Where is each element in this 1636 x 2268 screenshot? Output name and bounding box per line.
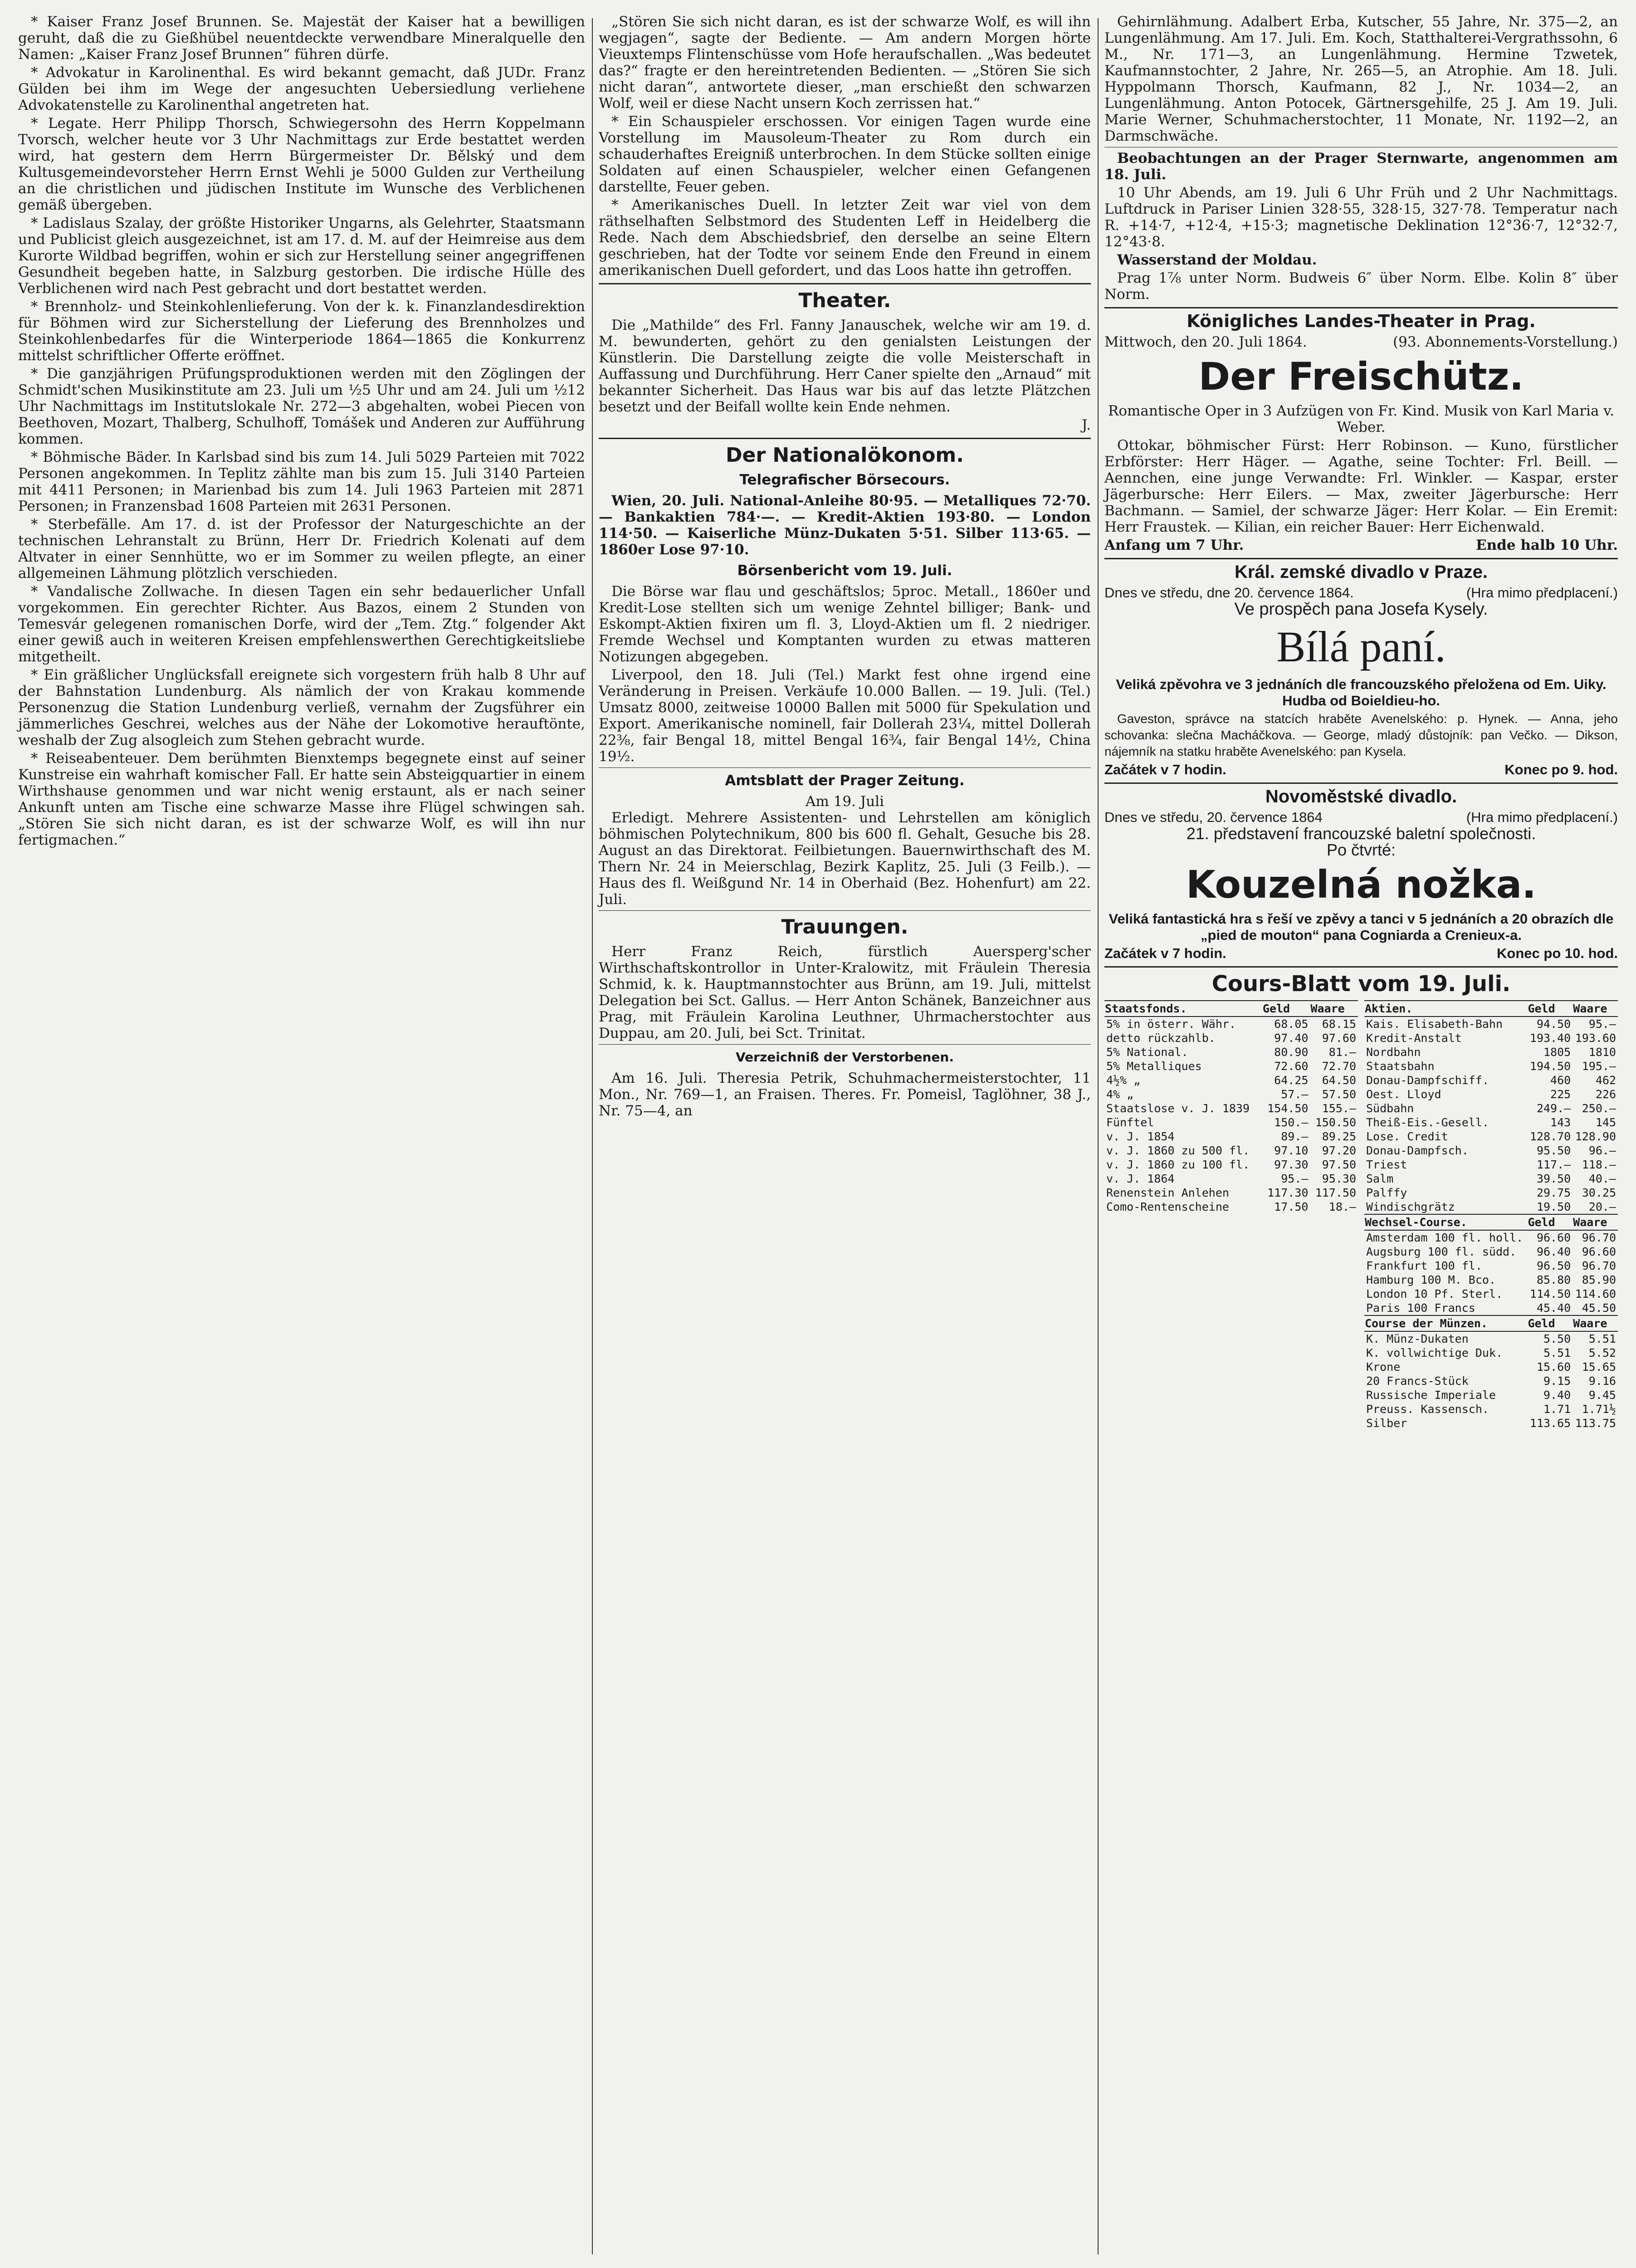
- theater2-date: Dnes ve středu, dne 20. července 1864.: [1104, 585, 1354, 601]
- section-rule: [1104, 307, 1618, 308]
- kurs-right: [1364, 1000, 1618, 1430]
- kurs-row: [1364, 1388, 1618, 1402]
- kurs-value: 97.40: [1274, 1031, 1309, 1045]
- kurs-value: 29.75: [1536, 1186, 1571, 1199]
- news-item: * Advokatur in Karolinenthal. Es wird bekannt gemacht, daß JUDr. Franz Gülden bei ihm im Wege der angesuchten Uebersiedlung verliehene Advokatenstelle zu Karolinenthal angetreten hat.: [18, 64, 585, 113]
- kurs-value: 96.70: [1582, 1231, 1616, 1244]
- section-rule: [1104, 782, 1618, 784]
- news-item: * Kaiser Franz Josef Brunnen. Se. Majestät der Kaiser hat a bewilligen geruht, daß die zu Gießhübel neuentdeckte verwendbare Mineralquelle den Namen: „Kaiser Franz Josef Brunnen“ führen dürfe.: [18, 14, 585, 63]
- news-item: „Stören Sie sich nicht daran, es ist der schwarze Wolf, es will ihn wegjagen“, sagte der Bediente. — Am andern Morgen hörte Vieuxtemps Flintenschüsse vom Hofe heraufschallen. „Was bedeutet das?“ fragte er den hereintretenden Bedienten. — „Stören Sie sich nicht daran“, antwortete dieser, „man erschießt den schwarzen Wolf, weil er diese Nacht unsern Koch zerrissen hat.“: [599, 14, 1091, 112]
- kurs-value: 96.—: [1588, 1144, 1616, 1157]
- kurs-row: [1364, 1101, 1618, 1115]
- theater2-benefit: Ve prospěch pana Josefa Kysely.: [1234, 600, 1488, 619]
- news-item: * Ladislaus Szalay, der größte Historiker Ungarns, als Gelehrter, Staatsmann und Publicist gleich ausgezeichnet, ist am 17. d. M. auf der Heimreise aus dem Kurorte Wildbad begriffen, wohin er sich zur Herstellung seiner angegriffenen Gesundheit begeben hatte, in Salzburg gestorben. Die irdische Hülle des Verblichenen wird nach Pest gebracht und dort bestattet werden.: [18, 215, 585, 297]
- kurs-row: [1364, 1331, 1618, 1346]
- theater2-start: Začátek v 7 hodin.: [1104, 762, 1226, 777]
- news-item: * Amerikanisches Duell. In letzter Zeit war viel von dem räthselhaften Selbstmord des Studenten Leff in Heidelberg die Rede. Nach dem Abschiedsbrief, den derselbe an seine Eltern geschrieben, hat der Todte vor seinem Ende den Freund in einem amerikanischen Duell gefordert, und das Loos hatte ihn getroffen.: [599, 197, 1091, 279]
- news-item: * Ein Schauspieler erschossen. Vor einigen Tagen wurde eine Vorstellung im Mausoleum-Theater zu Rom durch ein schauderhaftes Ereigniß unterbrochen. In dem Stücke sollten einige Soldaten auf einen Schauspieler, welcher einen Gefangenen darstellte, Feuer geben.: [599, 113, 1091, 195]
- kurs-table-right: [1364, 1000, 1618, 1430]
- theater3-date: Dnes ve středu, 20. července 1864: [1104, 809, 1323, 825]
- kurs-value: 89.25: [1322, 1130, 1356, 1143]
- kurs-table: [1104, 1000, 1618, 1430]
- trauung-text: Herr Franz Reich, fürstlich Auersperg'scher Wirthschaftskontrollor in Unter-Kralowitz, mit Fräulein Theresia Schmid, k. k. Hauptmannstochter aus Brünn, am 19. Juli, mittelst Delegation bei Sct. Gallus. — Herr Anton Schänek, Banzeichner aus Prag, mit Fräulein Karolina Leuthner, Uhrmacherstochter aus Duppau, am 20. Juli, bei Sct. Trinitat.: [599, 943, 1091, 1041]
- kurs-row: [1364, 1374, 1618, 1388]
- kurs-row: [1364, 1259, 1618, 1273]
- kurs-label: London 10 Pf. Sterl.: [1366, 1287, 1503, 1300]
- kurs-value: 155.—: [1322, 1102, 1356, 1115]
- boerse-text: Die Börse war flau und geschäftslos; 5proc. Metall., 1860er und Kredit-Lose stellten sich um wenige Zehntel billiger; Bank- und Eskompt-Aktien fixiren um fl. 3, Lloyd-Aktien um fl. 2 niedriger. Fremde Wechsel und Komptanten wurden zu etwas matteren Notizungen abgegeben.: [599, 583, 1091, 665]
- kurs-head-left: [1104, 1001, 1358, 1017]
- kurs-value: 97.20: [1322, 1144, 1356, 1157]
- kurs-label: 20 Francs-Stück: [1366, 1374, 1469, 1388]
- theater2-cast: Gaveston, správce na statcích hraběte Avenelského: p. Hynek. — Anna, jeho schovanka: slečna Macháčkova. — George, mladý důstojník: pan Večko. — Dikson, nájemník na statku hraběte Avenelského: pan Kysela.: [1104, 712, 1618, 758]
- kurs-row: [1364, 1129, 1618, 1144]
- news-item: * Legate. Herr Philipp Thorsch, Schwiegersohn des Herrn Koppelmann Tvorsch, welcher heute vor 3 Uhr Nachmittags zur Erde bestattet werden wird, hat gestern dem Herrn Bürgermeister Dr. Bělský und dem Kultusgemeindevorsteher Herrn Ernst Wehli je 5000 Gulden zur Vertheilung an die christlichen und jüdischen Institute im Wunsche des Verblichenen gemäß übergeben.: [18, 115, 585, 213]
- section-rule: [599, 283, 1091, 284]
- kurs-row: [1104, 1172, 1358, 1186]
- kurs-row: [1364, 1073, 1618, 1087]
- kurs-value: 150.—: [1274, 1116, 1309, 1129]
- kurs-row: [1364, 1144, 1618, 1158]
- kurs-row: [1364, 1172, 1618, 1186]
- kurs-value: 80.90: [1274, 1046, 1309, 1059]
- deaths-text: Am 16. Juli. Theresia Petrik, Schuhmachermeisterstochter, 11 Mon., Nr. 769—1, an Fraisen. Theres. Fr. Pomeisl, Taglöhner, 38 J., Nr. 75—4, an: [599, 1070, 1091, 1119]
- kurs-value: 193.60: [1575, 1031, 1616, 1045]
- kurs-row: [1364, 1017, 1618, 1031]
- kurs-value: 68.15: [1322, 1017, 1356, 1031]
- kurs-label: 5% National.: [1106, 1046, 1188, 1059]
- theater3-times: [1104, 945, 1618, 962]
- kurs-value: 1.71½: [1582, 1403, 1616, 1416]
- kurs-value: 95.30: [1322, 1172, 1356, 1185]
- kurs-value: 39.50: [1536, 1172, 1571, 1185]
- kurs-label: Palffy: [1366, 1186, 1407, 1199]
- theater3-name: Novoměstské divadlo.: [1265, 787, 1457, 807]
- section-rule: [599, 910, 1091, 911]
- kurs-row: [1364, 1273, 1618, 1287]
- kurs-row: [1364, 1059, 1618, 1073]
- kurs-value: 96.40: [1536, 1245, 1571, 1258]
- kurs-value: 1805: [1543, 1046, 1571, 1059]
- kurs-label: Salm: [1366, 1172, 1394, 1185]
- section-rule: [599, 1044, 1091, 1045]
- kurs-value: 96.70: [1582, 1259, 1616, 1272]
- observatory-text: 10 Uhr Abends, am 19. Juli 6 Uhr Früh und 2 Uhr Nachmittags. Luftdruck in Pariser Linien 328·55, 328·15, 327·78. Temperatur nach R. +14·7, +12·4, +15·3; magnetische Deklination 12°36·7, 12°32·7, 12°43·8.: [1104, 185, 1618, 250]
- kurs-label: Triest: [1366, 1158, 1407, 1171]
- kurs-label: Russische Imperiale: [1366, 1388, 1496, 1402]
- kurs-head-cell: Waare: [1310, 1001, 1358, 1017]
- kurs-row: [1364, 1416, 1618, 1430]
- kurs-row: [1364, 1031, 1618, 1045]
- theater2-subtitle: Veliká zpěvohra ve 3 jednáních dle francouzského přeložena od Em. Uiky. Hudba od Boieldieu-ho.: [1116, 676, 1607, 709]
- kurs-value: 15.65: [1582, 1360, 1616, 1374]
- news-item: * Reiseabenteuer. Dem berühmten Bienxtemps begegnete einst auf seiner Kunstreise ein wahrhaft komischer Fall. Er hatte sein Absteigquartier in einem Wirthshause genommen und war nicht wenig erstaunt, als er nach seiner Ankunft unten am Tische eine schwarze Masse ihre Flügel schwingen sah. „Stören Sie sich nicht daran, es ist der schwarze Wolf, es will ihn nur fertigmachen.“: [18, 750, 585, 848]
- kurs-value: 195.—: [1582, 1060, 1616, 1073]
- column-middle: [599, 14, 1091, 1121]
- theater1-times: [1104, 537, 1618, 553]
- kurs-label: Kais. Elisabeth-Bahn: [1366, 1017, 1503, 1031]
- kurs-wechsel-body: [1364, 1230, 1618, 1315]
- kurs-label: detto rückzahlb.: [1106, 1031, 1216, 1045]
- kurs-left-body: [1104, 1017, 1358, 1214]
- theater-heading: Theater.: [798, 289, 891, 312]
- kurs-row: [1364, 1346, 1618, 1360]
- kurs-value: 118.—: [1582, 1158, 1616, 1171]
- kurs-value: 81.—: [1328, 1046, 1356, 1059]
- water-text: Prag 1⅞ unter Norm. Budweis 6″ über Norm. Elbe. Kolin 8″ über Norm.: [1104, 270, 1618, 303]
- theater2-abo: (Hra mimo předplacení.): [1466, 585, 1618, 601]
- kurs-value: 97.10: [1274, 1144, 1309, 1157]
- kurs-value: 45.40: [1536, 1301, 1571, 1315]
- column-right: [1104, 14, 1618, 1430]
- kurs-label: Fünftel: [1106, 1116, 1154, 1129]
- kurs-label: v. J. 1860 zu 100 fl.: [1106, 1158, 1250, 1171]
- section-rule: [1104, 966, 1618, 968]
- kurs-head-cell: Waare: [1573, 1315, 1618, 1331]
- kurs-row: [1364, 1245, 1618, 1259]
- kurs-value: 128.70: [1529, 1130, 1571, 1143]
- kurs-title: Cours-Blatt vom 19. Juli.: [1211, 971, 1511, 997]
- kurs-label: Donau-Dampfsch.: [1366, 1144, 1469, 1157]
- kurs-label: Windischgrätz: [1366, 1200, 1455, 1213]
- kurs-value: 95.—: [1281, 1172, 1309, 1185]
- kurs-head-wechsel: [1364, 1214, 1618, 1230]
- kurs-row: [1104, 1186, 1358, 1200]
- theater3-sub2: Po čtvrté:: [1326, 841, 1396, 859]
- kurs-value: 113.75: [1575, 1417, 1616, 1430]
- kurs-value: 145: [1595, 1116, 1616, 1129]
- kurs-value: 250.—: [1582, 1102, 1616, 1115]
- kurs-value: 226: [1595, 1088, 1616, 1101]
- kurs-value: 18.—: [1328, 1200, 1356, 1213]
- kurs-value: 45.50: [1582, 1301, 1616, 1315]
- kurs-value: 128.90: [1575, 1130, 1616, 1143]
- kurs-value: 150.50: [1315, 1116, 1356, 1129]
- kurs-label: Frankfurt 100 fl.: [1366, 1259, 1482, 1272]
- kurs-row: [1104, 1059, 1358, 1073]
- kurs-row: [1364, 1045, 1618, 1059]
- kurs-head-cell: Course der Münzen.: [1364, 1315, 1527, 1331]
- amtsblatt-date: Am 19. Juli: [805, 793, 884, 810]
- kurs-head-cell: Waare: [1573, 1214, 1618, 1230]
- section-rule: [599, 767, 1091, 768]
- kurs-value: 95.—: [1588, 1017, 1616, 1031]
- kurs-value: 85.80: [1536, 1273, 1571, 1286]
- kurs-label: Nordbahn: [1366, 1046, 1421, 1059]
- kurs-label: Silber: [1366, 1417, 1407, 1430]
- kurs-label: v. J. 1854: [1106, 1130, 1175, 1143]
- kurs-head-cell: Geld: [1527, 1214, 1573, 1230]
- news-item: * Brennholz- und Steinkohlenlieferung. Von der k. k. Finanzlandesdirektion für Böhmen wird zur Sicherstellung der Lieferung des Brennholzes und Steinkohlenbedarfes für die Winterperiode 1864—1865 die Konkurrenz mittelst schriftlicher Offerte eröffnet.: [18, 298, 585, 364]
- economy-heading: Der Nationalökonom.: [726, 444, 964, 467]
- kurs-value: 85.90: [1582, 1273, 1616, 1286]
- water-heading: Wasserstand der Moldau.: [1117, 252, 1317, 268]
- theater-review: Die „Mathilde“ des Frl. Fanny Janauschek, welche wir am 19. d. M. bewunderten, gehört zu den genialsten Leistungen der Künstlerin. Die Darstellung zeigte die volle Meisterschaft in Auffassung und Durchführung. Herr Caner spielte den „Arnaud“ mit bekannter Sicherheit. Das Haus war bis auf das letzte Plätzchen besetzt und der Beifall wollte kein Ende nehmen.: [599, 317, 1091, 415]
- kurs-label: Theiß-Eis.-Gesell.: [1366, 1116, 1489, 1129]
- kurs-head-cell: Staatsfonds.: [1104, 1001, 1262, 1017]
- kurs-row: [1364, 1186, 1618, 1200]
- news-item: * Böhmische Bäder. In Karlsbad sind bis zum 14. Juli 5029 Parteien mit 7022 Personen angekommen. In Teplitz zählte man bis zum 15. Juli 3140 Parteien mit 4411 Personen; in Marienbad bis zum 14. Juli 1963 Parteien mit 2871 Personen; in Franzensbad 1608 Parteien mit 2631 Personen.: [18, 449, 585, 514]
- kurs-value: 20.—: [1588, 1200, 1616, 1213]
- kurs-value: 64.25: [1274, 1074, 1309, 1087]
- kurs-value: 68.05: [1274, 1017, 1309, 1031]
- kurs-right-body: [1364, 1017, 1618, 1214]
- kurs-value: 94.50: [1536, 1017, 1571, 1031]
- column-left: [18, 14, 585, 850]
- kurs-head-cell: Geld: [1262, 1001, 1310, 1017]
- kurs-row: [1364, 1115, 1618, 1129]
- kurs-value: 40.—: [1588, 1172, 1616, 1185]
- kurs-value: 114.60: [1575, 1287, 1616, 1300]
- trauung-heading: Trauungen.: [781, 915, 908, 938]
- theater3-sub1: 21. představení francouzské baletní společnosti.: [1186, 824, 1536, 843]
- theater3-play: Kouzelná nožka.: [1186, 862, 1537, 907]
- kurs-value: 96.60: [1536, 1231, 1571, 1244]
- kurs-row: [1104, 1031, 1358, 1045]
- theater3-desc: Veliká fantastická hra s řeší ve zpěvy a tanci v 5 jednáních a 20 obrazích dle „pied de mouton“ pana Cogniarda a Crenieux-a.: [1109, 911, 1614, 943]
- kurs-value: 193.40: [1529, 1031, 1571, 1045]
- theater2-end: Konec po 9. hod.: [1504, 762, 1618, 777]
- kurs-value: 114.50: [1529, 1287, 1571, 1300]
- kurs-label: 5% in österr. Währ.: [1106, 1017, 1236, 1031]
- kurs-value: 57.—: [1281, 1088, 1309, 1101]
- liverpool-text: Liverpool, den 18. Juli (Tel.) Markt fest ohne irgend eine Veränderung in Preisen. Verkäufe 10.000 Ballen. — 19. Juli. (Tel.) Umsatz 8000, zeitweise 10000 Ballen mit 5000 für Spekulation und Export. Amerikanische nominell, fair Dollerah 23¼, mittel Dollerah 22⅜, fair Bengal 18, mittel Bengal 16¾, fair Bengal 14½, China 19½.: [599, 667, 1091, 765]
- kurs-label: Krone: [1366, 1360, 1401, 1374]
- kurs-value: 5.52: [1588, 1346, 1616, 1359]
- theater2-play: Bílá paní.: [1276, 622, 1446, 671]
- theater1-start: Anfang um 7 Uhr.: [1104, 537, 1244, 553]
- kurs-value: 95.50: [1536, 1144, 1571, 1157]
- kurs-value: 1810: [1588, 1046, 1616, 1059]
- kurs-value: 5.51: [1588, 1332, 1616, 1345]
- kurs-label: Augsburg 100 fl. südd.: [1366, 1245, 1517, 1258]
- kurs-value: 9.16: [1588, 1374, 1616, 1388]
- theater1-subtitle: Romantische Oper in 3 Aufzügen von Fr. Kind. Musik von Karl Maria v. Weber.: [1108, 403, 1614, 435]
- kurs-label: Oest. Lloyd: [1366, 1088, 1441, 1101]
- kurs-left: [1104, 1000, 1358, 1430]
- kurs-value: 460: [1550, 1074, 1571, 1087]
- kurs-value: 249.—: [1536, 1102, 1571, 1115]
- kurs-label: Südbahn: [1366, 1102, 1414, 1115]
- kurs-label: v. J. 1864: [1106, 1172, 1175, 1185]
- kurs-row: [1104, 1200, 1358, 1214]
- boerse-heading: Börsenbericht vom 19. Juli.: [737, 562, 952, 579]
- kurs-row: [1364, 1301, 1618, 1315]
- kurs-row: [1364, 1230, 1618, 1245]
- kurs-label: Staatsbahn: [1366, 1060, 1435, 1073]
- kurs-muenz-body: [1364, 1331, 1618, 1430]
- kurs-label: K. vollwichtige Duk.: [1366, 1346, 1503, 1359]
- section-rule: [1104, 558, 1618, 559]
- kurs-label: 5% Metalliques: [1106, 1060, 1202, 1073]
- kurs-label: K. Münz-Dukaten: [1366, 1332, 1469, 1345]
- kurs-label: Staatslose v. J. 1839: [1106, 1102, 1250, 1115]
- kurs-head-cell: Geld: [1527, 1001, 1573, 1017]
- kurs-row: [1104, 1073, 1358, 1087]
- kurs-value: 143: [1550, 1116, 1571, 1129]
- kurs-row: [1104, 1045, 1358, 1059]
- kurs-value: 462: [1595, 1074, 1616, 1087]
- kurs-row: [1104, 1101, 1358, 1115]
- theater1-dateline: [1104, 334, 1618, 350]
- kurs-row: [1104, 1144, 1358, 1158]
- kurs-value: 96.50: [1536, 1259, 1571, 1272]
- kurs-label: Renenstein Anlehen: [1106, 1186, 1229, 1199]
- kurs-value: 1.71: [1543, 1403, 1571, 1416]
- kurs-value: 5.51: [1543, 1346, 1571, 1359]
- kurs-row: [1104, 1017, 1358, 1031]
- theater3-dateline: [1104, 809, 1618, 826]
- news-item: * Ein gräßlicher Unglücksfall ereignete sich vorgestern früh halb 8 Uhr auf der Bahnstation Lundenburg. Als nämlich der von Krakau kommende Personenzug die Station Lundenburg verließ, vernahm der Zugsführer ein jämmerliches Geschrei, welches aus der Nähe der Lokomotive herauftönte, weshalb der Zug alsogleich zum Stehen gebracht wurde.: [18, 667, 585, 748]
- kurs-head-cell: Aktien.: [1364, 1001, 1527, 1017]
- kurs-value: 225: [1550, 1088, 1571, 1101]
- kurs-label: Preuss. Kassensch.: [1366, 1403, 1489, 1416]
- news-item: * Sterbefälle. Am 17. d. ist der Professor der Naturgeschichte an der technischen Lehranstalt zu Brünn, Herr Dr. Friedrich Kolenati auf dem Altvater in einer Sennhütte, wo er im Sommer zu weilen pflegte, an einer allgemeinen Lähmung plötzlich verschieden.: [18, 516, 585, 582]
- theater3-abo: (Hra mimo předplacení.): [1466, 809, 1618, 825]
- kurs-value: 194.50: [1529, 1060, 1571, 1073]
- kurs-label: 4½% „: [1106, 1074, 1141, 1087]
- kurs-row: [1364, 1200, 1618, 1214]
- kurs-row: [1364, 1402, 1618, 1416]
- section-rule: [599, 438, 1091, 439]
- theater2-times: [1104, 762, 1618, 778]
- kurs-label: Amsterdam 100 fl. holl.: [1366, 1231, 1524, 1244]
- kurs-row: [1104, 1158, 1358, 1172]
- kurs-row: [1364, 1087, 1618, 1101]
- theater1-date: Mittwoch, den 20. Juli 1864.: [1104, 334, 1307, 350]
- theater1-cast: Ottokar, böhmischer Fürst: Herr Robinson. — Kuno, fürstlicher Erbförster: Herr Häger. — Agathe, seine Tochter: Frl. Beill. — Aennchen, eine junge Verwandte: Frl. Winkler. — Kaspar, erster Jägerbursche: Herr Eilers. — Max, zweiter Jägerbursche: Herr Bachmann. — Samiel, der schwarze Jäger: Herr Kolar. — Ein Eremit: Herr Fraustek. — Kilian, ein reicher Bauer: Herr Eichenwald.: [1104, 437, 1618, 535]
- telegraph-heading: Telegrafischer Börsecours.: [739, 472, 950, 488]
- kurs-value: 72.60: [1274, 1060, 1309, 1073]
- kurs-value: 72.70: [1322, 1060, 1356, 1073]
- kurs-head-right: [1364, 1001, 1618, 1017]
- kurs-value: 113.65: [1529, 1417, 1571, 1430]
- theater2-dateline: [1104, 585, 1618, 601]
- kurs-value: 30.25: [1582, 1186, 1616, 1199]
- kurs-label: Paris 100 Francs: [1366, 1301, 1475, 1315]
- kurs-value: 9.40: [1543, 1388, 1571, 1402]
- kurs-row: [1364, 1158, 1618, 1172]
- kurs-row: [1364, 1360, 1618, 1374]
- kurs-value: 97.50: [1322, 1158, 1356, 1171]
- kurs-value: 15.60: [1536, 1360, 1571, 1374]
- kurs-value: 17.50: [1274, 1200, 1309, 1213]
- kurs-head-muenz: [1364, 1315, 1618, 1331]
- news-item: * Die ganzjährigen Prüfungsproduktionen werden mit den Zöglingen der Schmidt'schen Musikinstitute am 23. Juli um ½5 Uhr und am 24. Juli um ½12 Uhr Nachmittags im Institutslokale Nr. 272—3 abgehalten, wobei Piecen von Beethoven, Mozart, Thalberg, Schulhoff, Tomášek und Anderen zur Aufführung kommen.: [18, 366, 585, 447]
- kurs-head-cell: Geld: [1527, 1315, 1573, 1331]
- newspaper-page: [18, 14, 1618, 2268]
- kurs-value: 154.50: [1267, 1102, 1309, 1115]
- kurs-value: 57.50: [1322, 1088, 1356, 1101]
- kurs-head-cell: Wechsel-Course.: [1364, 1214, 1527, 1230]
- kurs-label: Hamburg 100 M. Bco.: [1366, 1273, 1496, 1286]
- theater1-end: Ende halb 10 Uhr.: [1475, 537, 1618, 553]
- deaths-heading: Verzeichniß der Verstorbenen.: [736, 1050, 954, 1065]
- telegraph-text: Wien, 20. Juli. National-Anleihe 80·95. — Metalliques 72·70. — Bankaktien 784·—. — Kredit-Aktien 193·80. — London 114·50. — Kaiserliche Münz-Dukaten 5·51. Silber 113·65. — 1860er Lose 97·10.: [599, 493, 1091, 558]
- observatory-heading: Beobachtungen an der Prager Sternwarte, angenommen am 18. Juli.: [1104, 150, 1618, 183]
- kurs-value: 117.—: [1536, 1158, 1571, 1171]
- deaths-continued: Gehirnlähmung. Adalbert Erba, Kutscher, 55 Jahre, Nr. 375—2, an Lungenlähmung. Am 17. Juli. Em. Koch, Statthalterei-Vergrathssohn, 6 M., Nr. 171—3, an Lungenlähmung. Hermine Tzwetek, Kaufmannstochter, 2 Jahre, Nr. 265—5, an Atrophie. Am 18. Juli. Hyppolmann Thorsch, Kaufmann, 82 J., Nr. 1034—2, an Lungenlähmung. Anton Potocek, Gärtnersgehilfe, 25 J. Am 19. Juli. Marie Werner, Schuhmacherstochter, 11 Monate, Nr. 1192—2, an Darmschwäche.: [1104, 14, 1618, 144]
- kurs-value: 97.60: [1322, 1031, 1356, 1045]
- kurs-value: 5.50: [1543, 1332, 1571, 1345]
- theater1-name: Königliches Landes-Theater in Prag.: [1187, 311, 1536, 331]
- theater1-play: Der Freischütz.: [1198, 354, 1524, 399]
- amtsblatt-text: Erledigt. Mehrere Assistenten- und Lehrstellen am königlich böhmischen Polytechnikum, 800 bis 600 fl. Gehalt, Gesuche bis 28. August an das Direktorat. Feilbietungen. Bauernwirthschaft des M. Thern Nr. 24 in Meierschlag, Bezirk Kaplitz, 25. Juli (3 Feilb.). — Haus des fl. Weißgund Nr. 14 in Oberhaid (Bez. Hohenfurt) am 22. Juli.: [599, 810, 1091, 908]
- theater3-end: Konec po 10. hod.: [1497, 945, 1618, 961]
- column-rule: [1098, 18, 1099, 2254]
- amtsblatt-heading: Amtsblatt der Prager Zeitung.: [725, 772, 965, 789]
- kurs-value: 9.15: [1543, 1374, 1571, 1388]
- kurs-label: Kredit-Anstalt: [1366, 1031, 1462, 1045]
- kurs-label: 4% „: [1106, 1088, 1134, 1101]
- news-item: * Vandalische Zollwache. In diesen Tagen ein sehr bedauerlicher Unfall vorgekommen. Ein gerechter Richter. Aus Bazos, einem 2 Stunden von Temesvár gelegenen romanischen Dorfe, wird der „Tem. Ztg.“ folgender Akt einer gewiß auch in weiteren Kreisen empfehlenswerthen Gerechtigkeitsliebe mitgetheilt.: [18, 583, 585, 665]
- kurs-label: Donau-Dampfschiff.: [1366, 1074, 1489, 1087]
- kurs-value: 64.50: [1322, 1074, 1356, 1087]
- kurs-table-left: [1104, 1000, 1358, 1214]
- kurs-value: 96.60: [1582, 1245, 1616, 1258]
- kurs-row: [1104, 1129, 1358, 1144]
- theater1-abo: (93. Abonnements-Vorstellung.): [1393, 334, 1618, 350]
- kurs-value: 117.50: [1315, 1186, 1356, 1199]
- kurs-label: Lose. Credit: [1366, 1130, 1448, 1143]
- kurs-label: v. J. 1860 zu 500 fl.: [1106, 1144, 1250, 1157]
- theater3-start: Začátek v 7 hodin.: [1104, 945, 1226, 961]
- kurs-row: [1104, 1087, 1358, 1101]
- theater2-name: Král. zemské divadlo v Praze.: [1234, 562, 1488, 582]
- kurs-head-cell: Waare: [1573, 1001, 1618, 1017]
- kurs-row: [1104, 1115, 1358, 1129]
- kurs-label: Como-Rentenscheine: [1106, 1200, 1229, 1213]
- column-rule: [592, 18, 593, 2254]
- kurs-value: 19.50: [1536, 1200, 1571, 1213]
- kurs-value: 9.45: [1588, 1388, 1616, 1402]
- kurs-value: 89.—: [1281, 1130, 1309, 1143]
- kurs-value: 117.30: [1267, 1186, 1309, 1199]
- kurs-row: [1364, 1287, 1618, 1301]
- theater-signature: J.: [1082, 417, 1091, 433]
- kurs-value: 97.30: [1274, 1158, 1309, 1171]
